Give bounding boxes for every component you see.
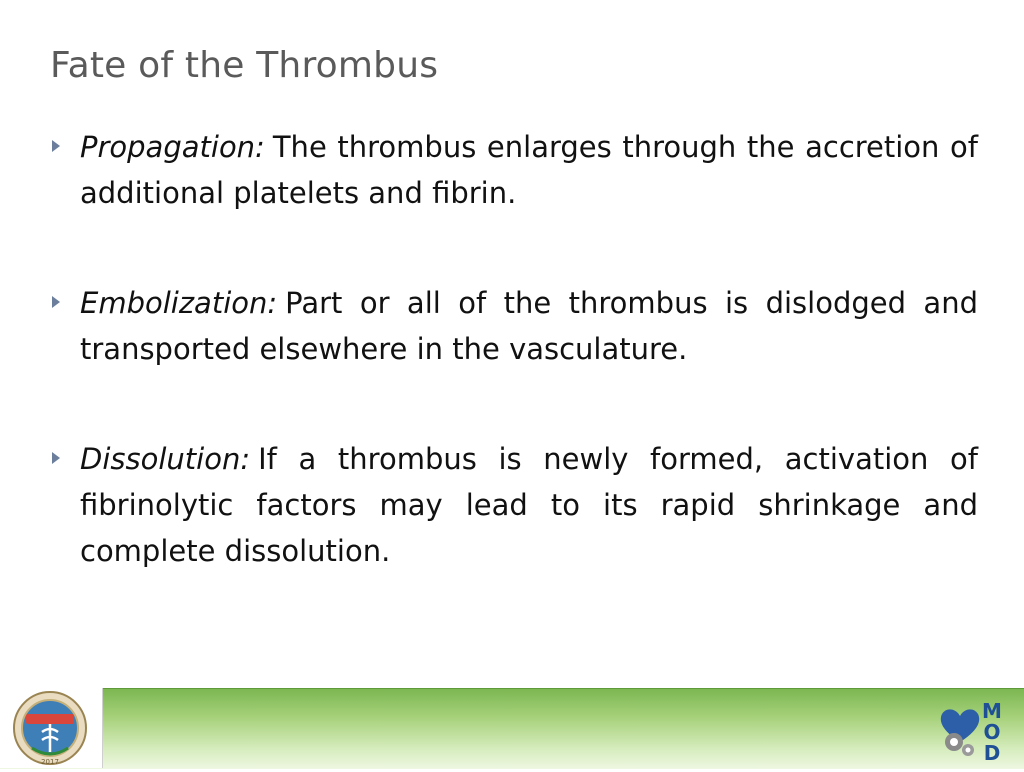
bullet-embolization [50, 280, 978, 372]
logo-letter-d: D [983, 741, 1001, 764]
bullet-list [50, 124, 978, 638]
bullet-term: Dissolution: [80, 442, 251, 476]
bullet-term: Propagation: [80, 130, 265, 164]
mod-gears-logo-icon [932, 698, 1012, 764]
slide-title: Fate of the Thrombus [50, 45, 439, 86]
bullet-dissolution [50, 436, 978, 574]
bullet-text: The thrombus enlarges through the accretion of additional platelets and fibrin. [80, 130, 978, 210]
bullet-text: If a thrombus is newly formed, activation of fibrinolytic factors may lead to its rapid shrinkage and complete dissolution. [80, 442, 978, 568]
university-seal-icon [0, 688, 103, 768]
logo-letter-o: O [983, 720, 1001, 744]
bullet-arrow-icon [52, 140, 60, 152]
mod-logo-graphic [932, 698, 1012, 764]
bullet-arrow-icon [52, 452, 60, 464]
bullet-text: Part or all of the thrombus is dislodged and transported elsewhere in the vasculature. [80, 286, 978, 366]
footer-bar [0, 688, 1024, 769]
seal-year: 2017 [41, 758, 59, 766]
bullet-term: Embolization: [80, 286, 278, 320]
bullet-arrow-icon [52, 296, 60, 308]
logo-letter-m: M [982, 699, 1002, 723]
bullet-propagation [50, 124, 978, 216]
university-seal-graphic [0, 688, 102, 768]
